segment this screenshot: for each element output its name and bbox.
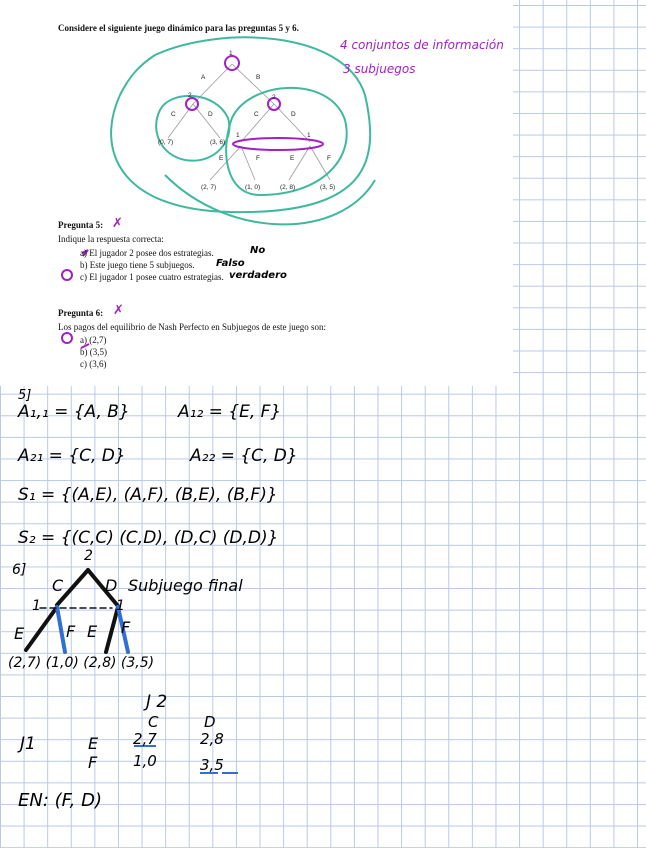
tree-payoff: (2, 7) — [201, 184, 217, 191]
q5-option-c: c) El jugador 1 posee cuatro estrategias. — [80, 272, 224, 282]
note-s1: S₁ = {(A,E), (A,F), (B,E), (B,F)} — [18, 485, 278, 505]
tree-payoff: (2, 8) — [280, 184, 296, 191]
q6-option-a: a) (2,7) — [80, 335, 107, 345]
tree-branch-e1: E — [14, 624, 25, 643]
tree-branch-label: F — [327, 155, 331, 162]
tree-branch-label: D — [291, 111, 296, 118]
note-a11: A₁,₁ = {A, B} — [18, 402, 130, 422]
verdict-a: No — [250, 245, 266, 256]
matrix-row-e: E — [88, 734, 99, 753]
tree-branch-label: C — [171, 111, 176, 118]
matrix-cell-fd: 3,5 — [200, 756, 224, 774]
q5-option-a: a) El jugador 2 posee dos estrategias. — [80, 248, 214, 258]
note-a22: A₂₂ = {C, D} — [190, 446, 298, 466]
note-s2: S₂ = {(C,C) (C,D), (D,C) (D,D)} — [18, 528, 279, 548]
q6-prompt: Los pagos del equilibrio de Nash Perfecto en Subjuegos de este juego son: — [58, 322, 326, 332]
note-subgames: 3 subjuegos — [343, 62, 416, 76]
q5-title: Pregunta 5: — [58, 220, 104, 230]
q6-cross: ✗ — [113, 303, 124, 318]
matrix-cell-ec: 2,7 — [133, 730, 157, 748]
matrix-player2: J 2 — [146, 692, 168, 712]
note-a12: A₁₂ = {E, F} — [178, 402, 282, 422]
q5-prompt: Indique la respuesta correcta: — [58, 234, 164, 244]
nash-equilibrium: EN: (F, D) — [18, 790, 103, 811]
tree-node-1a: 1 — [32, 598, 41, 614]
matrix-player1: J1 — [20, 734, 36, 754]
tree-branch-c: C — [52, 576, 64, 595]
matrix-col-d: D — [204, 713, 216, 731]
note-label-6: 6] — [12, 562, 27, 578]
tree-payoff: (0, 7) — [158, 139, 174, 146]
tree-payoffs: (2,7) (1,0) (2,8) (3,5) — [8, 655, 155, 671]
matrix-cell-fc: 1,0 — [133, 752, 157, 770]
tree-branch-f2: F — [121, 618, 131, 637]
q6-option-c: c) (3,6) — [80, 359, 107, 369]
q6-option-b: b) (3,5) — [80, 347, 107, 357]
tree-node-label: 2 — [272, 94, 276, 101]
tree-branch-label: B — [256, 74, 261, 81]
matrix-cell-ed: 2,8 — [200, 730, 224, 748]
tree-branch-label: E — [290, 155, 295, 162]
tree-node-label: 1 — [236, 132, 240, 139]
q6-title: Pregunta 6: — [58, 308, 104, 318]
tree-branch-label: A — [201, 74, 206, 81]
note-subgame: Subjuego final — [128, 576, 243, 595]
tree-branch-label: F — [256, 155, 260, 162]
matrix-row-f: F — [88, 753, 98, 772]
tree-branch-e2: E — [87, 622, 98, 641]
tree-node-label: 1 — [229, 50, 233, 57]
verdict-b: Falso — [216, 258, 245, 269]
q5-option-b: b) Este juego tiene 5 subjuegos. — [80, 260, 195, 270]
note-a21: A₂₁ = {C, D} — [18, 446, 126, 466]
tree-node-label: 2 — [188, 92, 192, 99]
tree-node-label: 1 — [307, 132, 311, 139]
tree-payoff: (3, 6) — [210, 139, 226, 146]
tree-payoff: (1, 0) — [245, 184, 261, 191]
verdict-c: verdadero — [229, 270, 287, 281]
tree-branch-f1: F — [66, 622, 76, 641]
note-info-sets: 4 conjuntos de información — [340, 38, 504, 52]
tree-branch-d: D — [105, 576, 118, 595]
tree-node-2: 2 — [84, 548, 93, 564]
tree-payoff: (3, 5) — [320, 184, 336, 191]
q5-cross: ✗ — [112, 216, 123, 231]
sheet-title: Considere el siguiente juego dinámico para las preguntas 5 y 6. — [58, 23, 299, 33]
tree-branch-label: E — [219, 155, 224, 162]
note-label-5: 5] — [18, 388, 32, 403]
tree-branch-label: D — [208, 111, 213, 118]
tree-branch-label: C — [254, 111, 259, 118]
matrix-col-c: C — [148, 713, 159, 731]
tree-node-1b: 1 — [116, 598, 125, 614]
